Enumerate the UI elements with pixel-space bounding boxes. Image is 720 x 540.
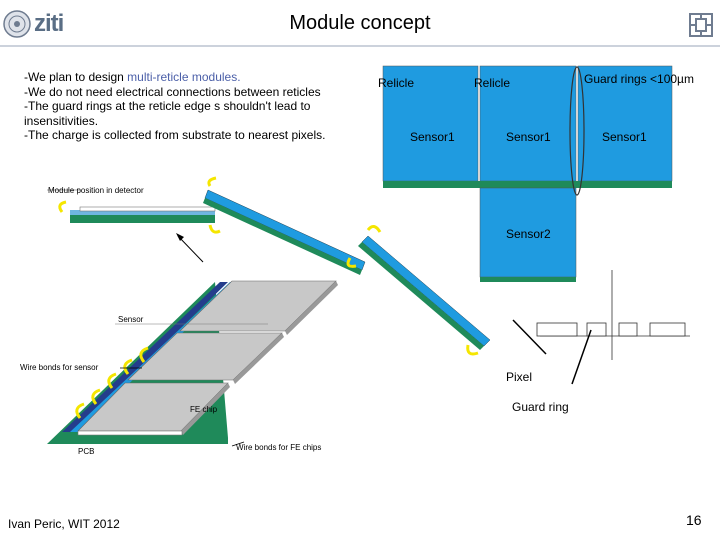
reticle-label: Relicle (474, 76, 511, 90)
sensor-label: Sensor (118, 315, 144, 324)
bullet-item: -The guard rings at the reticle edge s shouldn't lead to (24, 99, 311, 113)
pcb-label: PCB (78, 447, 95, 456)
guard-ring-label: Guard ring (512, 400, 569, 414)
bullet-item: -We plan to design multi-reticle modules. (24, 70, 241, 84)
sensor1-label: Sensor1 (506, 130, 551, 144)
bullet-item: -We do not need electrical connections between reticles (24, 84, 321, 99)
reticle-layout (383, 66, 672, 282)
sensor1-label: Sensor1 (410, 130, 455, 144)
wire-bonds-sensor-label: Wire bonds for sensor (20, 363, 99, 372)
logo-text: ziti (34, 10, 64, 37)
pixel-cross-section (537, 270, 690, 360)
pixel-label: Pixel (506, 370, 533, 384)
page-title: Module concept (289, 12, 431, 34)
bullet-item: insensitivities. (24, 113, 99, 128)
reticle-label: Relicle (378, 76, 415, 90)
page-number: 16 (686, 512, 702, 528)
fe-chip-label: FE chip (190, 405, 218, 414)
footer-author: Ivan Peric, WIT 2012 (8, 517, 120, 531)
module-position-label: Module position in detector (48, 186, 144, 195)
bullet-item: -The charge is collected from substrate to nearest pixels. (24, 128, 326, 142)
sensor2-label: Sensor2 (506, 227, 551, 241)
guard-rings-label: Guard rings <100µm (584, 72, 694, 86)
wire-bonds-fe-label: Wire bonds for FE chips (236, 443, 322, 452)
sensor1-label: Sensor1 (602, 130, 647, 144)
